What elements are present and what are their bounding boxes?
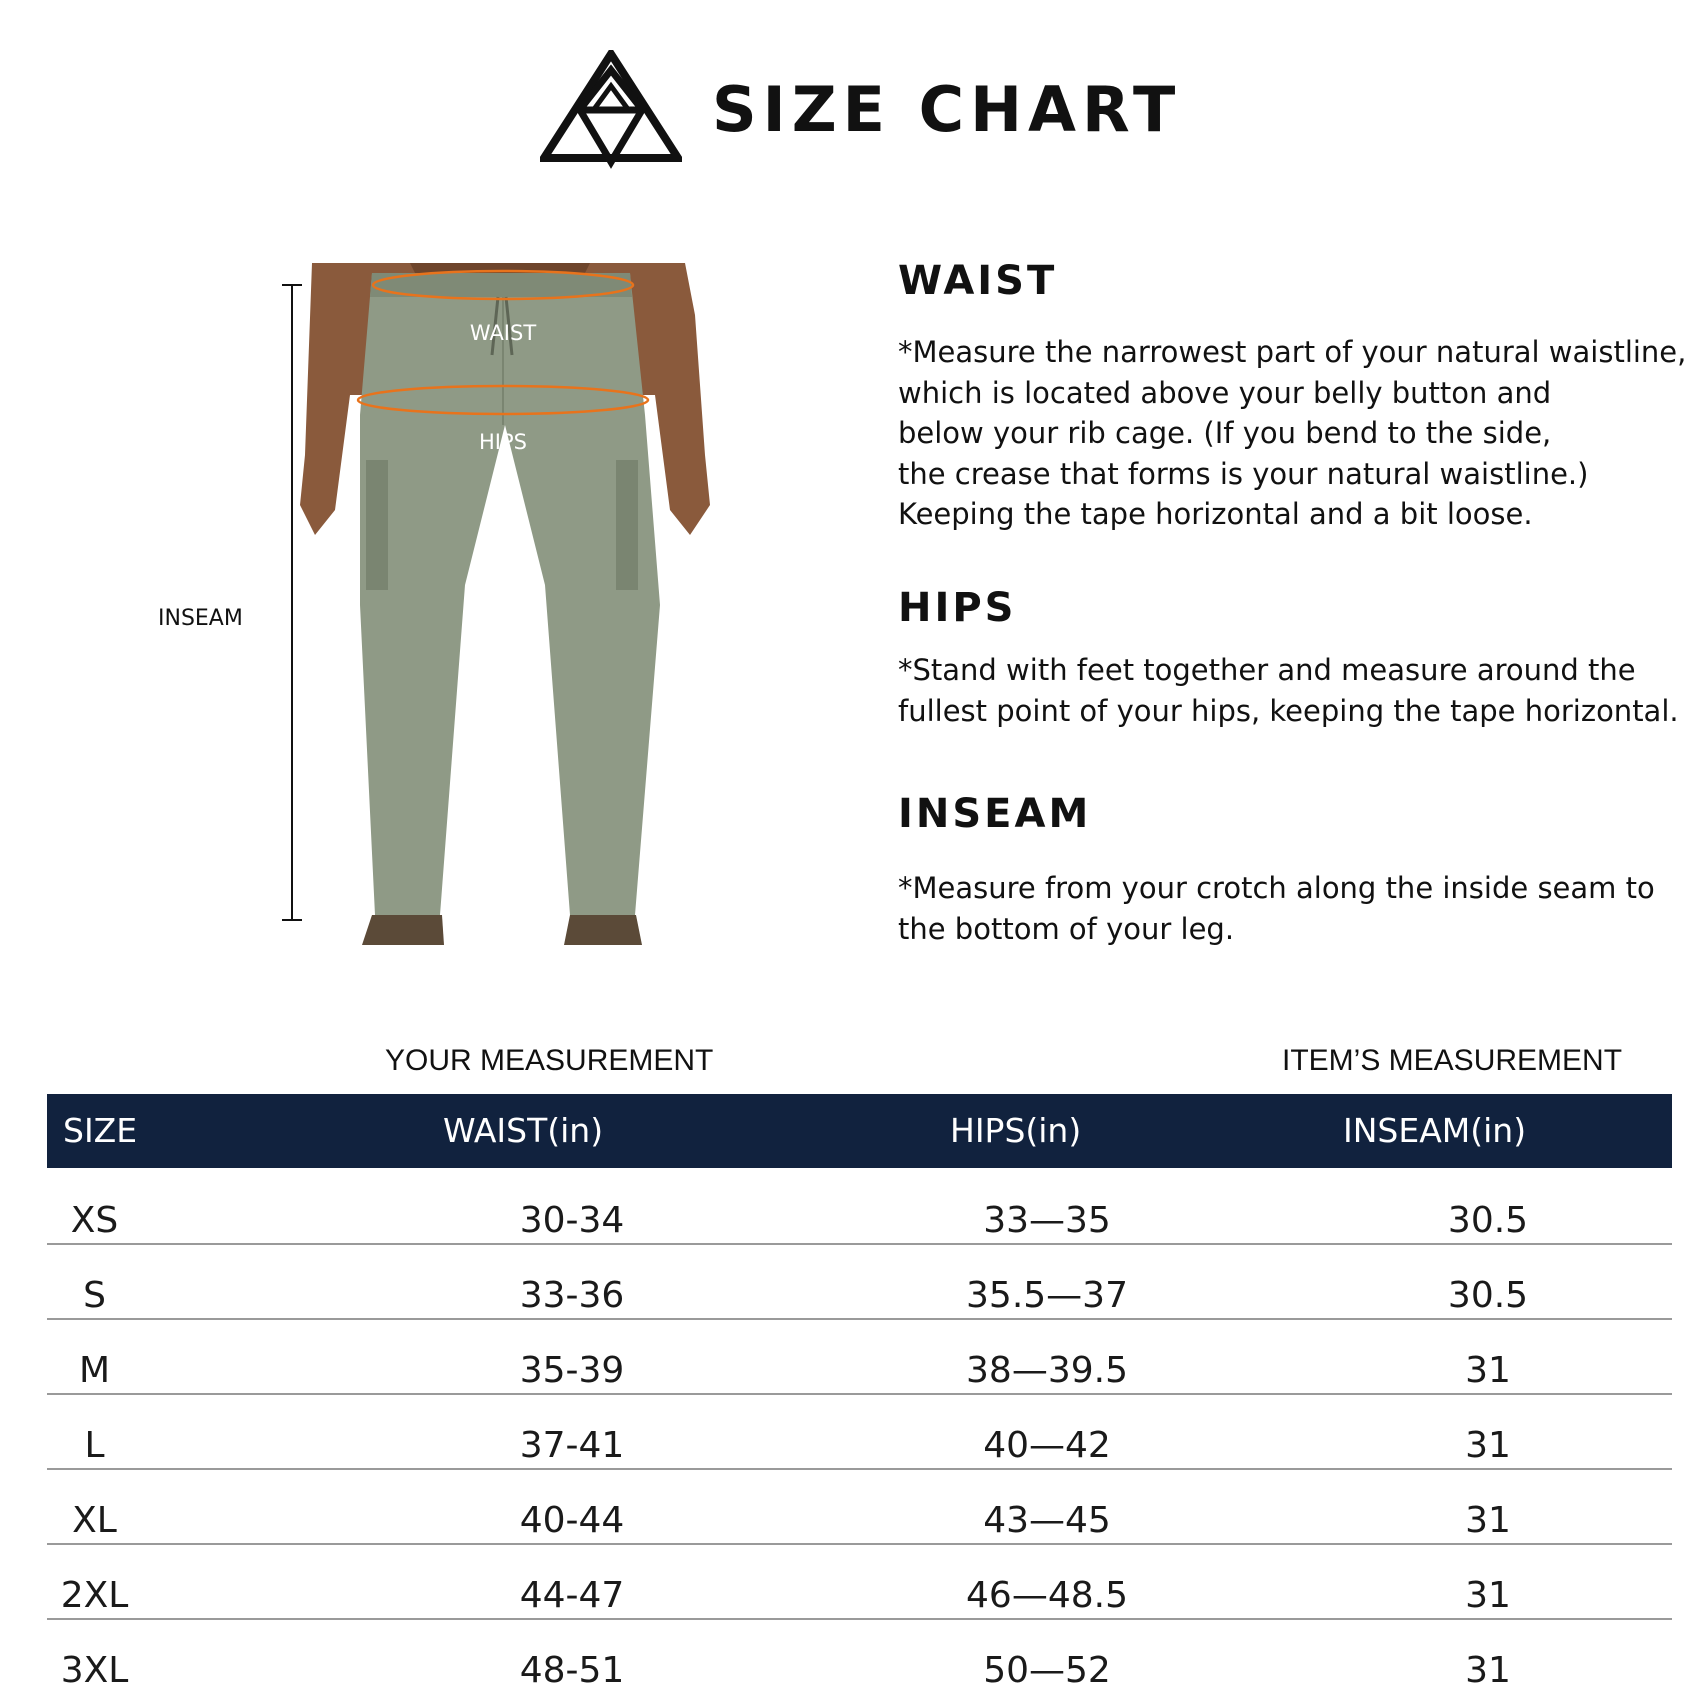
pants xyxy=(360,273,660,915)
table-row xyxy=(47,1168,1672,1245)
cell-waist: 35-39 xyxy=(519,1350,625,1391)
cell-hips: 40—42 xyxy=(983,1425,1111,1466)
cell-size: M xyxy=(78,1350,111,1391)
cell-hips: 33—35 xyxy=(983,1200,1111,1241)
hips-label: HIPS xyxy=(479,430,527,454)
cell-waist: 44-47 xyxy=(519,1575,625,1616)
table-row xyxy=(47,1468,1672,1545)
column-header-hips: HIPS(in) xyxy=(950,1111,1082,1150)
cell-inseam: 30.5 xyxy=(1447,1275,1529,1316)
inseam-ruler xyxy=(282,285,302,920)
shoes xyxy=(362,915,642,945)
item-measurement-label: ITEM’S MEASUREMENT xyxy=(1282,1044,1623,1077)
cell-hips: 38—39.5 xyxy=(966,1350,1128,1391)
cell-hips: 50—52 xyxy=(983,1650,1111,1691)
table-header xyxy=(47,1094,1672,1168)
column-header-size: SIZE xyxy=(63,1111,138,1150)
cell-inseam: 31 xyxy=(1465,1500,1511,1541)
table-row xyxy=(47,1243,1672,1320)
table-row xyxy=(47,1318,1672,1395)
inseam-label: INSEAM xyxy=(158,606,243,631)
waist-label: WAIST xyxy=(469,321,537,345)
cell-size: L xyxy=(84,1425,105,1466)
cell-waist: 33-36 xyxy=(519,1275,625,1316)
table-row xyxy=(47,1543,1672,1620)
cell-hips: 43—45 xyxy=(983,1500,1111,1541)
cell-size: 2XL xyxy=(60,1575,129,1616)
guide-waist-text: *Measure the narrowest part of your natural waistline, which is located above your belly button and below your rib cage. (If you bend to the side, the crease that forms is your natural waistline.) Keeping the tape horizontal and a bit loose. xyxy=(898,335,1687,531)
guide-inseam-text: *Measure from your crotch along the inside seam to the bottom of your leg. xyxy=(898,871,1655,946)
cell-waist: 48-51 xyxy=(519,1650,625,1691)
guide-waist-title: WAIST xyxy=(898,258,1058,304)
cell-size: S xyxy=(83,1275,106,1316)
cell-inseam: 31 xyxy=(1465,1650,1511,1691)
page-title: SIZE CHART xyxy=(712,73,1182,146)
column-header-inseam: INSEAM(in) xyxy=(1343,1111,1527,1150)
guide-hips-title: HIPS xyxy=(898,585,1017,631)
cell-inseam: 30.5 xyxy=(1447,1200,1529,1241)
guide-inseam-title: INSEAM xyxy=(898,791,1092,837)
cell-inseam: 31 xyxy=(1465,1350,1511,1391)
pants-figure xyxy=(150,255,710,955)
cell-size: XS xyxy=(70,1200,119,1241)
guide-hips-text: *Stand with feet together and measure around the fullest point of your hips, keeping the tape horizontal. xyxy=(898,653,1679,728)
cell-waist: 40-44 xyxy=(519,1500,625,1541)
cell-inseam: 31 xyxy=(1465,1575,1511,1616)
table-row xyxy=(47,1393,1672,1470)
cell-size: 3XL xyxy=(60,1650,129,1691)
cell-waist: 37-41 xyxy=(519,1425,625,1466)
cell-hips: 35.5—37 xyxy=(966,1275,1128,1316)
column-header-waist: WAIST(in) xyxy=(443,1111,604,1150)
triangle-mountain-logo-icon xyxy=(540,50,682,170)
your-measurement-label: YOUR MEASUREMENT xyxy=(385,1044,714,1077)
cell-hips: 46—48.5 xyxy=(966,1575,1128,1616)
cell-waist: 30-34 xyxy=(519,1200,625,1241)
table-row xyxy=(47,1618,1672,1693)
cell-size: XL xyxy=(72,1500,117,1541)
cell-inseam: 31 xyxy=(1465,1425,1511,1466)
